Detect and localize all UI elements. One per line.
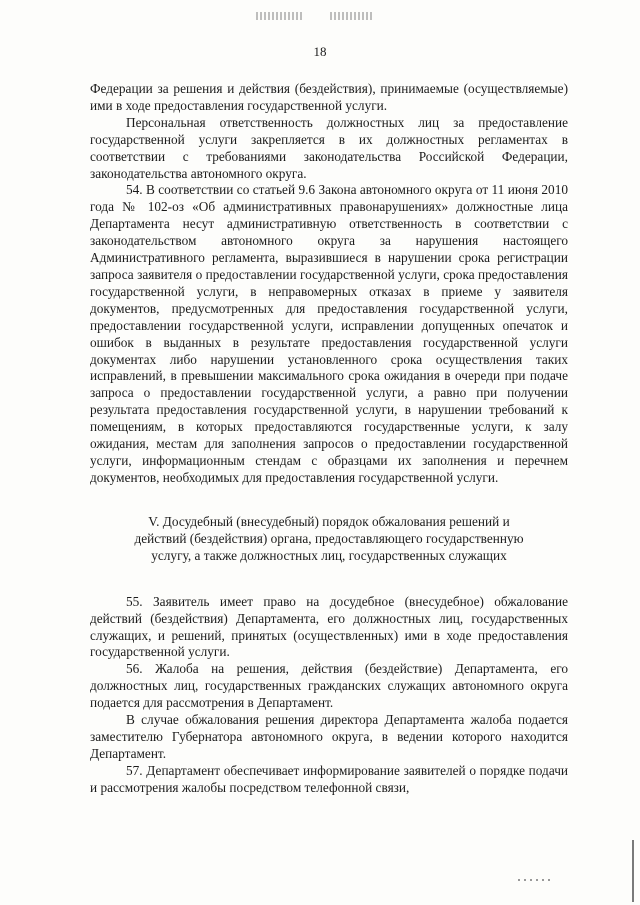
paragraph-56: 56. Жалоба на решения, действия (бездействие) Департамента, его должностных лиц, государственных гражданских служащих автономного округа подается для рассмотрения в Департамент. — [90, 661, 568, 711]
scan-artifact — [518, 879, 552, 881]
scan-artifact — [330, 12, 374, 20]
page-number: 18 — [313, 44, 327, 59]
section-heading-line: услугу, а также должностных лиц, государственных служащих — [151, 547, 507, 563]
paragraph-responsibility: Персональная ответственность должностных лиц за предоставление государственной услуги закрепляется в их должностных регламентах в соответствии с требованиями законодательства Российской Федерации, законодательства автономного округа. — [90, 114, 568, 181]
scan-artifact — [256, 12, 302, 20]
scan-artifact — [632, 840, 634, 902]
section-heading — [90, 513, 568, 564]
paragraph-continuation: Федерации за решения и действия (бездействия), принимаемые (осуществляемые) ими в ходе предоставления государственной услуги. — [90, 81, 568, 113]
paragraph-55: 55. Заявитель имеет право на досудебное (внесудебное) обжалование действий (бездействия) Департамента, его должностных лиц, государственных служащих, и решений, принятых (осуществленных) ими в ходе предоставления государственной услуги. — [90, 593, 568, 660]
paragraph-54: 54. В соответствии со статьей 9.6 Закона автономного округа от 11 июня 2010 года № 102-оз «Об административных правонарушениях» должностные лица Департамента несут административную ответственность в соответствии с законодательством автономного округа за нарушения настоящего Административного регламента, выразившиеся в нарушении срока регистрации запроса заявителя о предоставлении государственной услуги, срока предоставления государственной услуги, в неправомерных отказах в приеме у заявителя документов, предусмотренных для предоставления государственной услуги, предоставлении государственной услуги, исправлении допущенных опечаток и ошибок в выданных в результате предоставления государственной услуги документах либо нарушении установленного срока осуществления таких исправлений, в превышении максимального срока ожидания в очереди при подаче запроса о предоставлении государственной услуги, а равно при получении результата предоставления государственной услуги, в нарушении требований к помещениям, в которых предоставляются государственные услуги, к залу ожидания, местам для заполнения запросов о предоставлении государственной услуги, информационным стендам с образцами их заполнения и перечнем документов, необходимых для предоставления государственной услуги. — [90, 182, 568, 485]
paragraph-56-appeal: В случае обжалования решения директора Департамента жалоба подается заместителю Губернатора автономного округа, в ведении которого находится Департамент. — [90, 712, 568, 761]
paragraph-57: 57. Департамент обеспечивает информирование заявителей о порядке подачи и рассмотрения жалобы посредством телефонной связи, — [90, 762, 568, 795]
section-heading-line: V. Досудебный (внесудебный) порядок обжалования решений и — [148, 513, 510, 529]
section-heading-line: действий (бездействия) органа, предоставляющего государственную — [134, 530, 524, 546]
document-body — [90, 81, 568, 797]
